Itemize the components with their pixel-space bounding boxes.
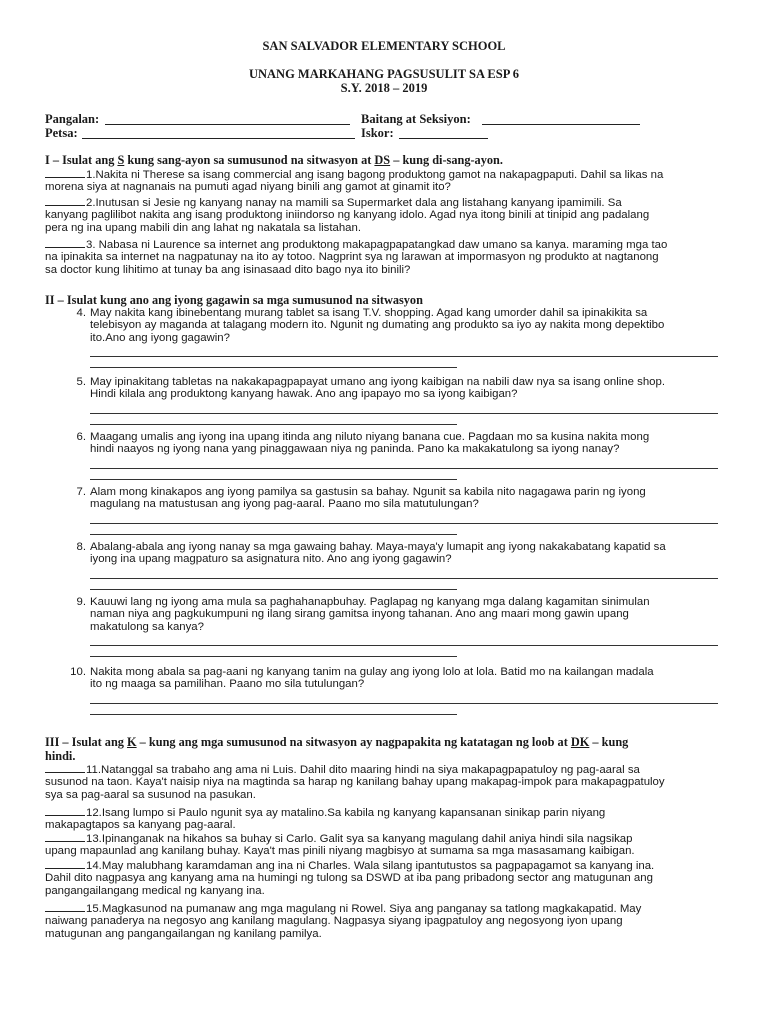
- answer-blank[interactable]: [45, 167, 85, 178]
- section-3-item: [45, 762, 725, 801]
- answer-line[interactable]: [90, 479, 457, 480]
- question-number: 10.: [70, 666, 86, 678]
- question-text: Alam mong kinakapos ang iyong pamilya sa gastusin sa bahay. Ngunit sa kabila nito nagagawa parin ng iyong magulang na matustusan ang iyong pag-aaral. Paano mo sila matutulungan?: [90, 486, 646, 511]
- item-text: upang mapaunlad ang kanilang buhay. Kaya't mas pinili niyang magbisyo at sumama sa mga masasamang kaibigan.: [45, 845, 635, 858]
- answer-line[interactable]: [90, 578, 718, 579]
- answer-line[interactable]: [90, 714, 457, 715]
- answer-blank[interactable]: [45, 901, 85, 912]
- score-label: Iskor:: [361, 126, 394, 140]
- item-text: na ipinakita sa internet na nagpatunay na ito ay totoo. Nagprint sya ng larawan at impormasyon ng produkto at nagtanong: [45, 251, 659, 264]
- question-number: 4.: [76, 307, 86, 319]
- answer-line[interactable]: [90, 413, 718, 414]
- question-text: May nakita kang ibinebentang murang tablet sa isang T.V. shopping. Agad kang umorder dahil sa ipinakikita sa telebisyon ay maganda at talagang modern ito. Ngunit ng dumating ang produkto sa iyo ay nakita mong depektibo ito.Ano ang iyong gagawin?: [90, 307, 665, 344]
- section-3-item: [45, 858, 725, 897]
- item-text: 12.Isang lumpo si Paulo ngunit sya ay matalino.Sa kabila ng kanyang kapansanan sinikap parin niyang: [86, 807, 606, 819]
- answer-line[interactable]: [90, 367, 457, 368]
- item-text: pera ng ina upang mabili din ang lahat ng nakatala sa listahan.: [45, 221, 362, 234]
- section-1-item: [45, 195, 725, 234]
- question-text: Maagang umalis ang iyong ina upang itinda ang niluto niyang banana cue. Pagdaan mo sa kusina nakita mong hindi naayos ng iyong nana yang pinaggawaan niya ng paninda. Pano ka makakatulong sa iyong nanay?: [90, 431, 650, 456]
- answer-blank[interactable]: [45, 237, 85, 248]
- item-text: kanyang paglilibot nakita ang isang produktong iniindorso ng kanyang idolo. Agad nya itong binili at tinipid ang padalang: [45, 209, 650, 222]
- date-label: Petsa:: [45, 126, 78, 140]
- section-1-item: [45, 167, 725, 194]
- answer-line[interactable]: [90, 468, 718, 469]
- section-2-title: II – Isulat kung ano ang iyong gagawin sa mga sumusunod na sitwasyon: [45, 293, 423, 307]
- grade-section-field-line[interactable]: [482, 124, 640, 125]
- question-text: May ipinakitang tabletas na nakakapagpapayat umano ang iyong kaibigan na nabili daw nya sa isang online shop. Hindi kilala ang produktong kanyang hawak. Ano ang ipapayo mo sa iyong kaibigan?: [90, 376, 665, 401]
- answer-blank[interactable]: [45, 858, 85, 869]
- question-number: 9.: [76, 596, 86, 608]
- answer-line[interactable]: [90, 523, 718, 524]
- item-text: sa doctor kung lihitimo at tunay ba ang isinasaad dito bago nya ito binili?: [45, 263, 411, 276]
- question-text: Nakita mong abala sa pag-aani ng kanyang tanim na gulay ang iyong lolo at lola. Batid mo na kailangan madala ito ng maaga sa pamilihan. Paano mo sila tutulungan?: [90, 666, 654, 691]
- school-name: SAN SALVADOR ELEMENTARY SCHOOL: [262, 39, 506, 53]
- answer-line[interactable]: [90, 356, 718, 357]
- answer-blank[interactable]: [45, 195, 85, 206]
- item-text: 15.Magkasunod na pumanaw ang mga magulang ni Rowel. Siya ang panganay sa tatlong magkakapatid. May: [86, 903, 642, 915]
- question-number: 7.: [76, 486, 86, 498]
- section-3-item: [45, 805, 725, 832]
- question-text: Abalang-abala ang iyong nanay sa mga gawaing bahay. Maya-maya'y lumapit ang iyong nakakabatang kapatid sa iyong ina upang magpaturo sa asignatura nito. Ano ang iyong gagawin?: [90, 541, 666, 566]
- section-3-title: III – Isulat ang K – kung ang mga sumusunod na sitwasyon ay nagpapakita ng katatagan ng loob at DK – kung hindi.: [45, 735, 629, 763]
- score-field-line[interactable]: [399, 138, 488, 139]
- item-text: morena siya at nagnanais na pumuti agad niyang binili ang gamot at ginamit ito?: [45, 181, 451, 194]
- item-text: Dahil dito nagpasya ang kanyang ama na humingi ng tulong sa DSWD at iba pang pribadong sector ang matugunan ang: [45, 872, 653, 885]
- item-text: 14.May malubhang karamdaman ang ina ni Charles. Wala silang ipantutustos sa pagpapagamot sa kanyang ina.: [86, 860, 655, 872]
- item-text: pangangailangang medical ng kanyang ina.: [45, 884, 265, 897]
- question-number: 6.: [76, 431, 86, 443]
- date-field-line[interactable]: [82, 138, 355, 139]
- exam-title: UNANG MARKAHANG PAGSUSULIT SA ESP 6: [248, 67, 520, 81]
- section-1-title: I – Isulat ang S kung sang-ayon sa sumusunod na sitwasyon at DS – kung di-sang-ayon.: [45, 153, 503, 167]
- answer-blank[interactable]: [45, 805, 85, 816]
- item-text: 13.Ipinanganak na hikahos sa buhay si Carlo. Galit sya sa kanyang magulang dahil aniya hindi sila nagsikap: [86, 833, 633, 845]
- answer-blank[interactable]: [45, 762, 85, 773]
- question-number: 5.: [76, 376, 86, 388]
- answer-line[interactable]: [90, 589, 457, 590]
- section-1-item: [45, 237, 725, 276]
- item-text: 1.Nakita ni Therese sa isang commercial ang isang bagong produktong gamot na nakapagpaputi. Dahil sa likas na: [86, 169, 664, 181]
- answer-line[interactable]: [90, 645, 718, 646]
- name-field-line[interactable]: [105, 124, 350, 125]
- name-label: Pangalan:: [45, 112, 100, 126]
- school-year: S.Y. 2018 – 2019: [340, 81, 428, 95]
- answer-line[interactable]: [90, 656, 457, 657]
- item-text: makapagtapos sa kanyang pag-aaral.: [45, 819, 236, 832]
- item-text: 2.Inutusan si Jesie ng kanyang nanay na mamili sa Supermarket dala ang listahang kanyang ipamimili. Sa: [86, 197, 622, 209]
- item-text: sya sa pag-aaral sa susunod na pasukan.: [45, 788, 256, 801]
- item-text: 11.Natanggal sa trabaho ang ama ni Luis. Dahil dito maaring hindi na siya makapagpapatuloy ng pag-aaral sa: [86, 764, 640, 776]
- item-text: matugunan ang pangangailangan ng kanilang pamilya.: [45, 927, 322, 940]
- answer-blank[interactable]: [45, 831, 85, 842]
- section-3-item: [45, 901, 725, 940]
- grade-section-label: Baitang at Seksiyon:: [361, 112, 471, 126]
- answer-line[interactable]: [90, 534, 457, 535]
- answer-line[interactable]: [90, 703, 718, 704]
- item-text: 3. Nabasa ni Laurence sa internet ang produktong makapagpapatangkad daw umano sa kanya. maraming mga tao: [86, 239, 668, 251]
- answer-line[interactable]: [90, 424, 457, 425]
- item-text: naiwang panaderya na negosyo ang kanilang magulang. Nagpasya siyang ipagpatuloy ang negosyong iyon upang: [45, 915, 623, 928]
- question-number: 8.: [76, 541, 86, 553]
- question-text: Kauuwi lang ng iyong ama mula sa paghahanapbuhay. Paglapag ng kanyang mga dalang kagamitan sinimulan naman niya ang pagkukumpuni ng ilang sirang gamitsa inyong tahanan. Ano ang maari mong gawin upang makatulong sa kanya?: [90, 596, 650, 633]
- section-3-item: [45, 831, 725, 858]
- item-text: susunod na taon. Kaya't naisip niya na magtinda sa harap ng kanilang bahay upang makapag-impok para makapagpatuloy: [45, 776, 665, 789]
